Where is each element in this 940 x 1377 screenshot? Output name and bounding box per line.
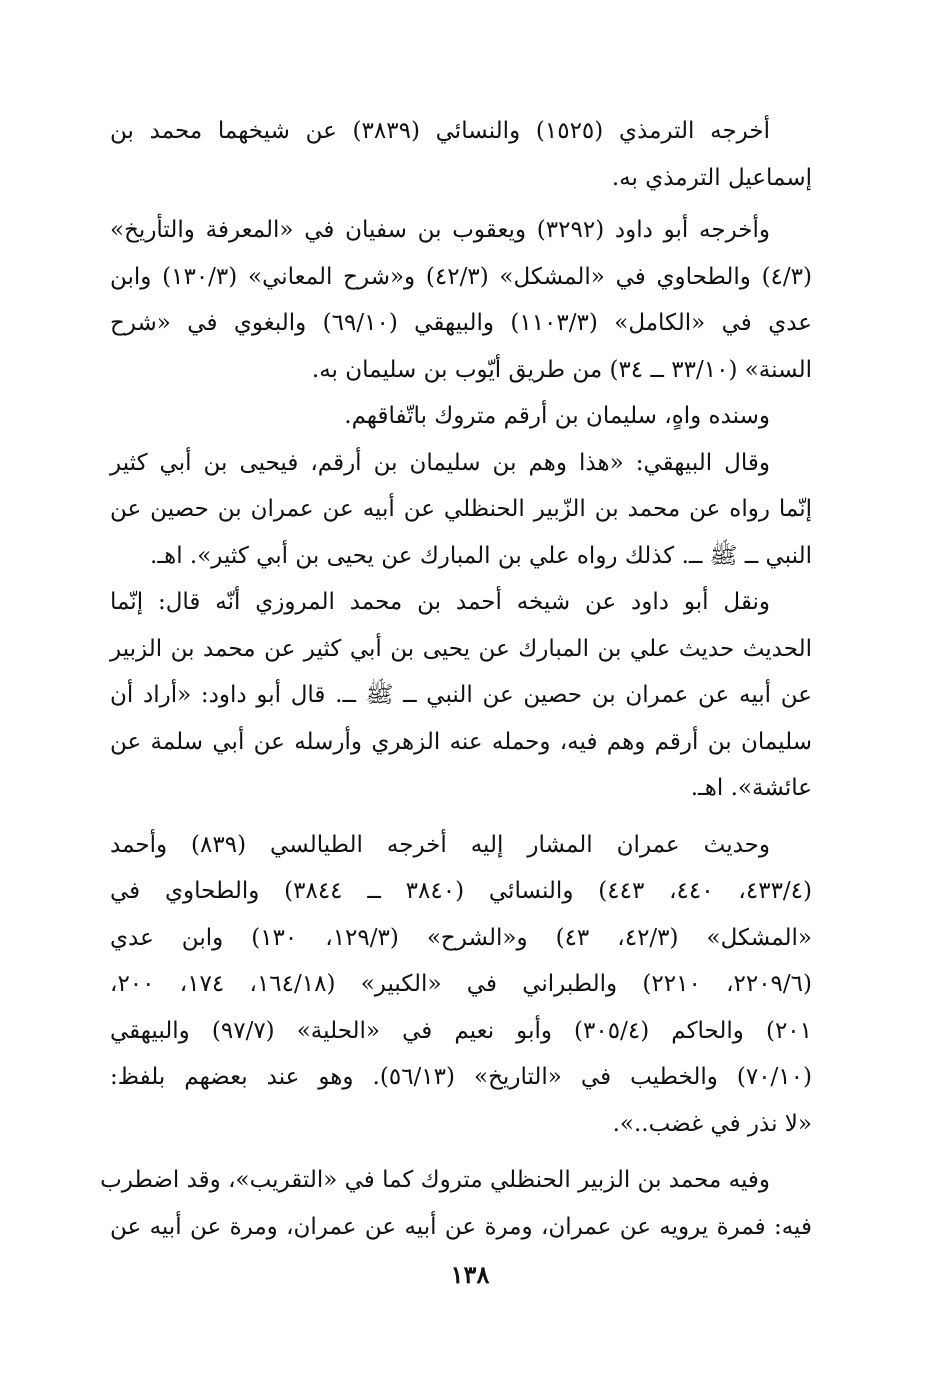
paragraph [110, 393, 812, 440]
text-line: وفيه محمد بن الزبير الحنظلي متروك كما في «التقريب»، وقد اضطرب [100, 1167, 770, 1193]
text-line: أخرجه الترمذي (١٥٢٥) والنسائي (٣٨٣٩) عن شيخهما محمد بن [110, 118, 770, 144]
text-line: عدي في «الكامل» (١١٠٣/٣) والبيهقي (٦٩/١٠) والبغوي في «شرح [110, 310, 812, 336]
text-line: إسماعيل الترمذي به. [611, 164, 812, 191]
paragraph [100, 1157, 812, 1250]
text-line: (٧٠/١٠) والخطيب في «التاريخ» (٥٦/١٣). وهو عند بعضهم بلفظ: [110, 1064, 812, 1090]
text-line: ٢٠١) والحاكم (٣٠٥/٤) وأبو نعيم في «الحلية» (٩٧/٧) والبيهقي [110, 1017, 813, 1044]
page-number: ١٣٨ [450, 1260, 490, 1289]
text-line: سليمان بن أرقم وهم فيه، وحمله عنه الزهري وأرسله عن أبي سلمة عن [110, 728, 812, 755]
text-line: فيه: فمرة يرويه عن عمران، ومرة عن أبيه عن عمران، ومرة عن أبيه عن [110, 1213, 812, 1240]
text-line: وسنده واهٍ، سليمان بن أرقم متروك باتّفاقهم. [344, 403, 770, 429]
text-line: وحديث عمران المشار إليه أخرجه الطيالسي (٨٣٩) وأحمد [110, 831, 770, 858]
text-line: إنّما رواه عن محمد بن الزّبير الحنظلي عن أبيه عن عمران بن حصين عن [110, 496, 812, 522]
text-line: «المشكل» (٤٢/٣، ٤٣) و«الشرح» (١٢٩/٣، ١٣٠) وابن عدي [110, 924, 812, 951]
text-line: النبي ــ ﷺ ــ. كذلك رواه علي بن المبارك عن يحيى بن أبي كثير». اهـ. [150, 542, 812, 569]
text-line: وأخرجه أبو داود (٣٢٩٢) ويعقوب بن سفيان في «المعرفة والتأريخ» [110, 217, 770, 243]
text-line: عائشة». اهـ. [690, 775, 812, 801]
paragraph [110, 440, 812, 580]
text-line: وقال البيهقي: «هذا وهم بن سليمان بن أرقم، فيحيى بن أبي كثير [110, 449, 770, 476]
text-line: عن أبيه عن عمران بن حصين عن النبي ــ ﷺ ــ. قال أبو داود: «أراد أن [110, 682, 812, 708]
paragraph [110, 207, 812, 393]
text-line: ونقل أبو داود عن شيخه أحمد بن محمد المروزي أنّه قال: إنّما [110, 589, 770, 615]
text-line: (٢٢٠٩/٦، ٢٢١٠) والطبراني في «الكبير» (١٦٤/١٨، ١٧٤، ٢٠٠، [110, 971, 813, 997]
paragraph [110, 579, 812, 812]
text-line: السنة» (٣٣/١٠ ــ ٣٤) من طريق أيّوب بن سليمان به. [311, 356, 812, 383]
paragraph [110, 822, 812, 1148]
text-line: (٤٣٣/٤، ٤٤٠، ٤٤٣) والنسائي (٣٨٤٠ ــ ٣٨٤٤) والطحاوي في [110, 878, 813, 904]
text-line: «لا نذر في غضب..». [612, 1110, 812, 1137]
text-line: الحديث حديث علي بن المبارك عن يحيى بن أبي كثير عن محمد بن الزبير [110, 635, 812, 662]
paragraph [110, 108, 812, 201]
text-line: (٤/٣) والطحاوي في «المشكل» (٤٢/٣) و«شرح المعاني» (١٣٠/٣) وابن [110, 263, 812, 290]
page-body [100, 108, 813, 1250]
